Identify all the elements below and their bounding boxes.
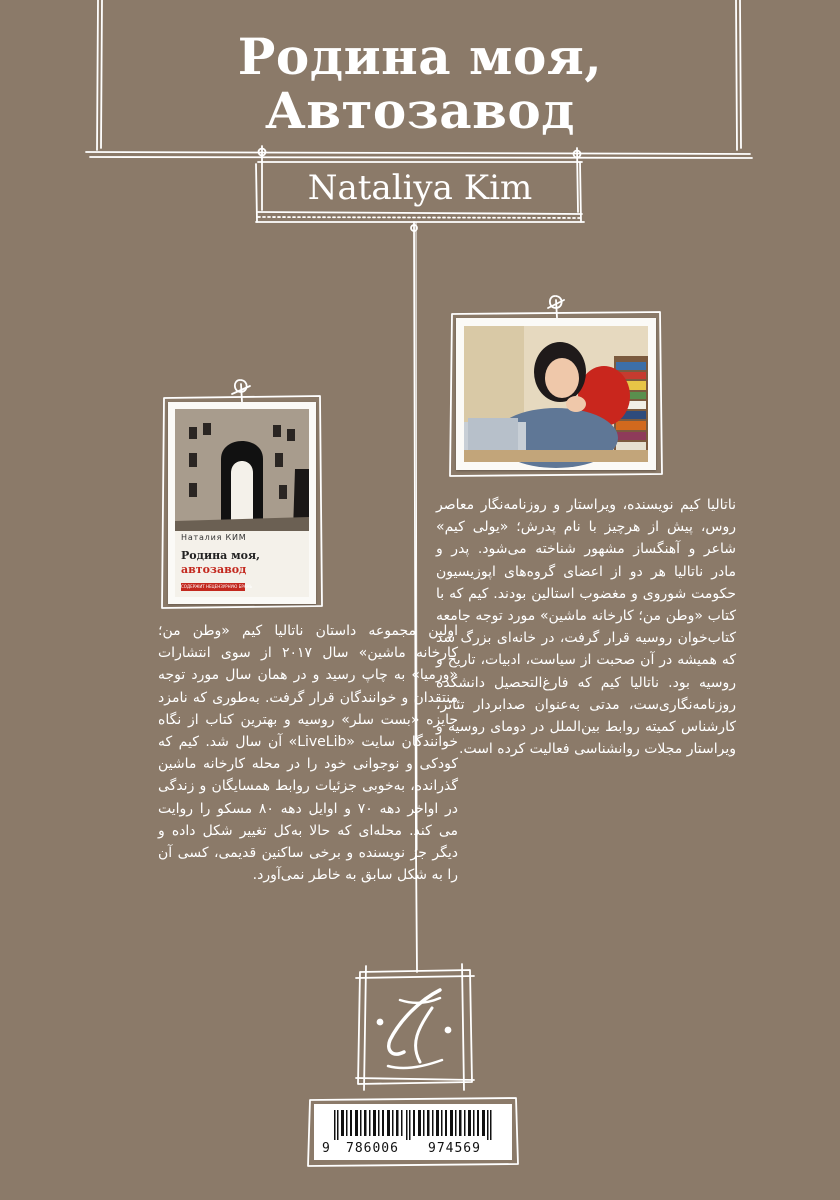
author-photo [464, 326, 648, 462]
isbn-number [320, 1140, 506, 1158]
calligraphy-logo-icon [360, 972, 472, 1084]
author-photo-frame [456, 318, 656, 470]
cover-title-line2: Автозавод [264, 81, 576, 140]
barcode-bars [320, 1110, 506, 1140]
book-cover-illustration [175, 409, 309, 531]
cover-title [120, 27, 720, 140]
isbn-group-1: 786006 [346, 1141, 399, 1156]
author-portrait-image [464, 326, 648, 462]
book-cover-thumbnail [175, 409, 309, 597]
book-cover-frame [168, 402, 316, 604]
book-cover-warning-label: СОДЕРЖИТ НЕЦЕНЗУРНУЮ БРАНЬ [181, 584, 253, 589]
isbn-barcode [314, 1104, 512, 1160]
isbn-prefix-digit: 9 [322, 1141, 330, 1156]
book-cover-title-line1: Родина моя, [181, 549, 260, 562]
cover-title-line1: Родина моя, [237, 27, 603, 86]
author-biography: ناتالیا کیم نویسنده، ویراستار و روزنامه‌نگار معاصر روس، پیش از هرچیز با نام پدرش؛ «یولی کیم» شاعر و آهنگساز مشهور شناخته می‌شود. پدر و مادر ناتالیا هر دو از اعضای گروه‌های اپوزیسیون حکومت شوروی و مغضوب استالین بودند. کیم که با کتاب «وطن من؛ کارخانه ماشین» مورد توجه جامعه کتاب‌خوان روسیه قرار گرفت، در خانه‌ای بزرگ شد که همیشه در آن صحبت از سیاست، ادبیات، تاریخ و روسیه بود. ناتالیا کیم که فارغ‌التحصیل دانشکده روزنامه‌نگاری‌ست، مدتی به‌عنوان صدابردار تئاتر، کارشناس کمیته روابط بین‌الملل در دومای روسیه و ویراستار مجلات روانشناسی فعالیت کرده است. [436, 497, 736, 758]
book-cover-author: Наталия КИМ [181, 533, 247, 542]
author-name: Nataliya Kim [307, 168, 533, 208]
book-description: اولین مجموعه داستان ناتالیا کیم «وطن من؛ کارخانه ماشین» سال ۲۰۱۷ از سوی انتشارات «ورمیا» به چاپ رسید و در همان سال مورد توجه منتقدان و خوانندگان قرار گرفت. به‌طوری که نامزد جایزه «بست سلر» روسیه و بهترین کتاب از نگاه خوانندگان سایت «LiveLib» آن سال شد. کیم که کودکی و نوجوانی خود را در محله کارخانه ماشین گذرانده، به‌خوبی جزئیات روابط همسایگان و زندگی در اواخر دهه ۷۰ و اوایل دهه ۸۰ مسکو را روایت می کند. محله‌ای که حالا به‌کل تغییر شکل داده و دیگر جز نویسنده و برخی ساکنین قدیمی، کسی آن را به شکل سابق به خاطر نمی‌آورد. [158, 623, 458, 884]
isbn-group-2: 974569 [428, 1141, 481, 1156]
publisher-logo [360, 972, 472, 1084]
book-cover-title-line2: автозавод [181, 563, 247, 576]
